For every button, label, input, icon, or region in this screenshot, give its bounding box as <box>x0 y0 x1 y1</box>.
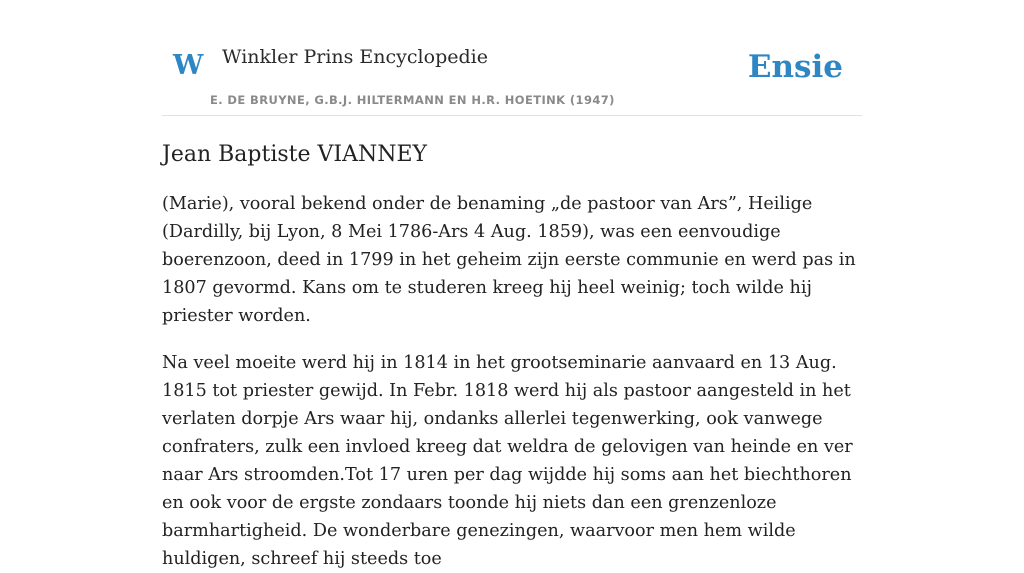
brand-logo[interactable]: Ensie <box>747 49 843 85</box>
article-paragraph: (Marie), vooral bekend onder de benaming „de pastoor van Ars”, Heilige (Dardilly, bij Lyon, 8 Mei 1786-Ars 4 Aug. 1859), was een eenvoudige boerenzoon, deed in 1799 in het geheim zijn eerste communie en werd pas in 1807 gevormd. Kans om te studeren kreeg hij heel weinig; toch wilde hij priester worden. <box>162 194 856 327</box>
source-title[interactable]: Winkler Prins Encyclopedie <box>222 46 488 68</box>
source-logo-icon[interactable]: W <box>173 50 204 81</box>
page-content <box>162 0 862 573</box>
source-header <box>162 0 862 116</box>
article-paragraph: Na veel moeite werd hij in 1814 in het grootseminarie aanvaard en 13 Aug. 1815 tot priester gewijd. In Febr. 1818 werd hij als pastoor aangesteld in het verlaten dorpje Ars waar hij, ondanks allerlei tegenwerking, ook vanwege confraters, zulk een invloed kreeg dat weldra de gelovigen van heinde en ver naar Ars stroomden.Tot 17 uren per dag wijdde hij soms aan het biechthoren en ook voor de ergste zondaars toonde hij niets dan een grenzenloze barmhartigheid. De wonderbare genezingen, waarvoor men hem wilde huldigen, schreef hij steeds toe <box>162 353 853 570</box>
source-authors: E. DE BRUYNE, G.B.J. HILTERMANN EN H.R. HOETINK (1947) <box>210 93 615 107</box>
article-title: Jean Baptiste VIANNEY <box>162 142 428 167</box>
